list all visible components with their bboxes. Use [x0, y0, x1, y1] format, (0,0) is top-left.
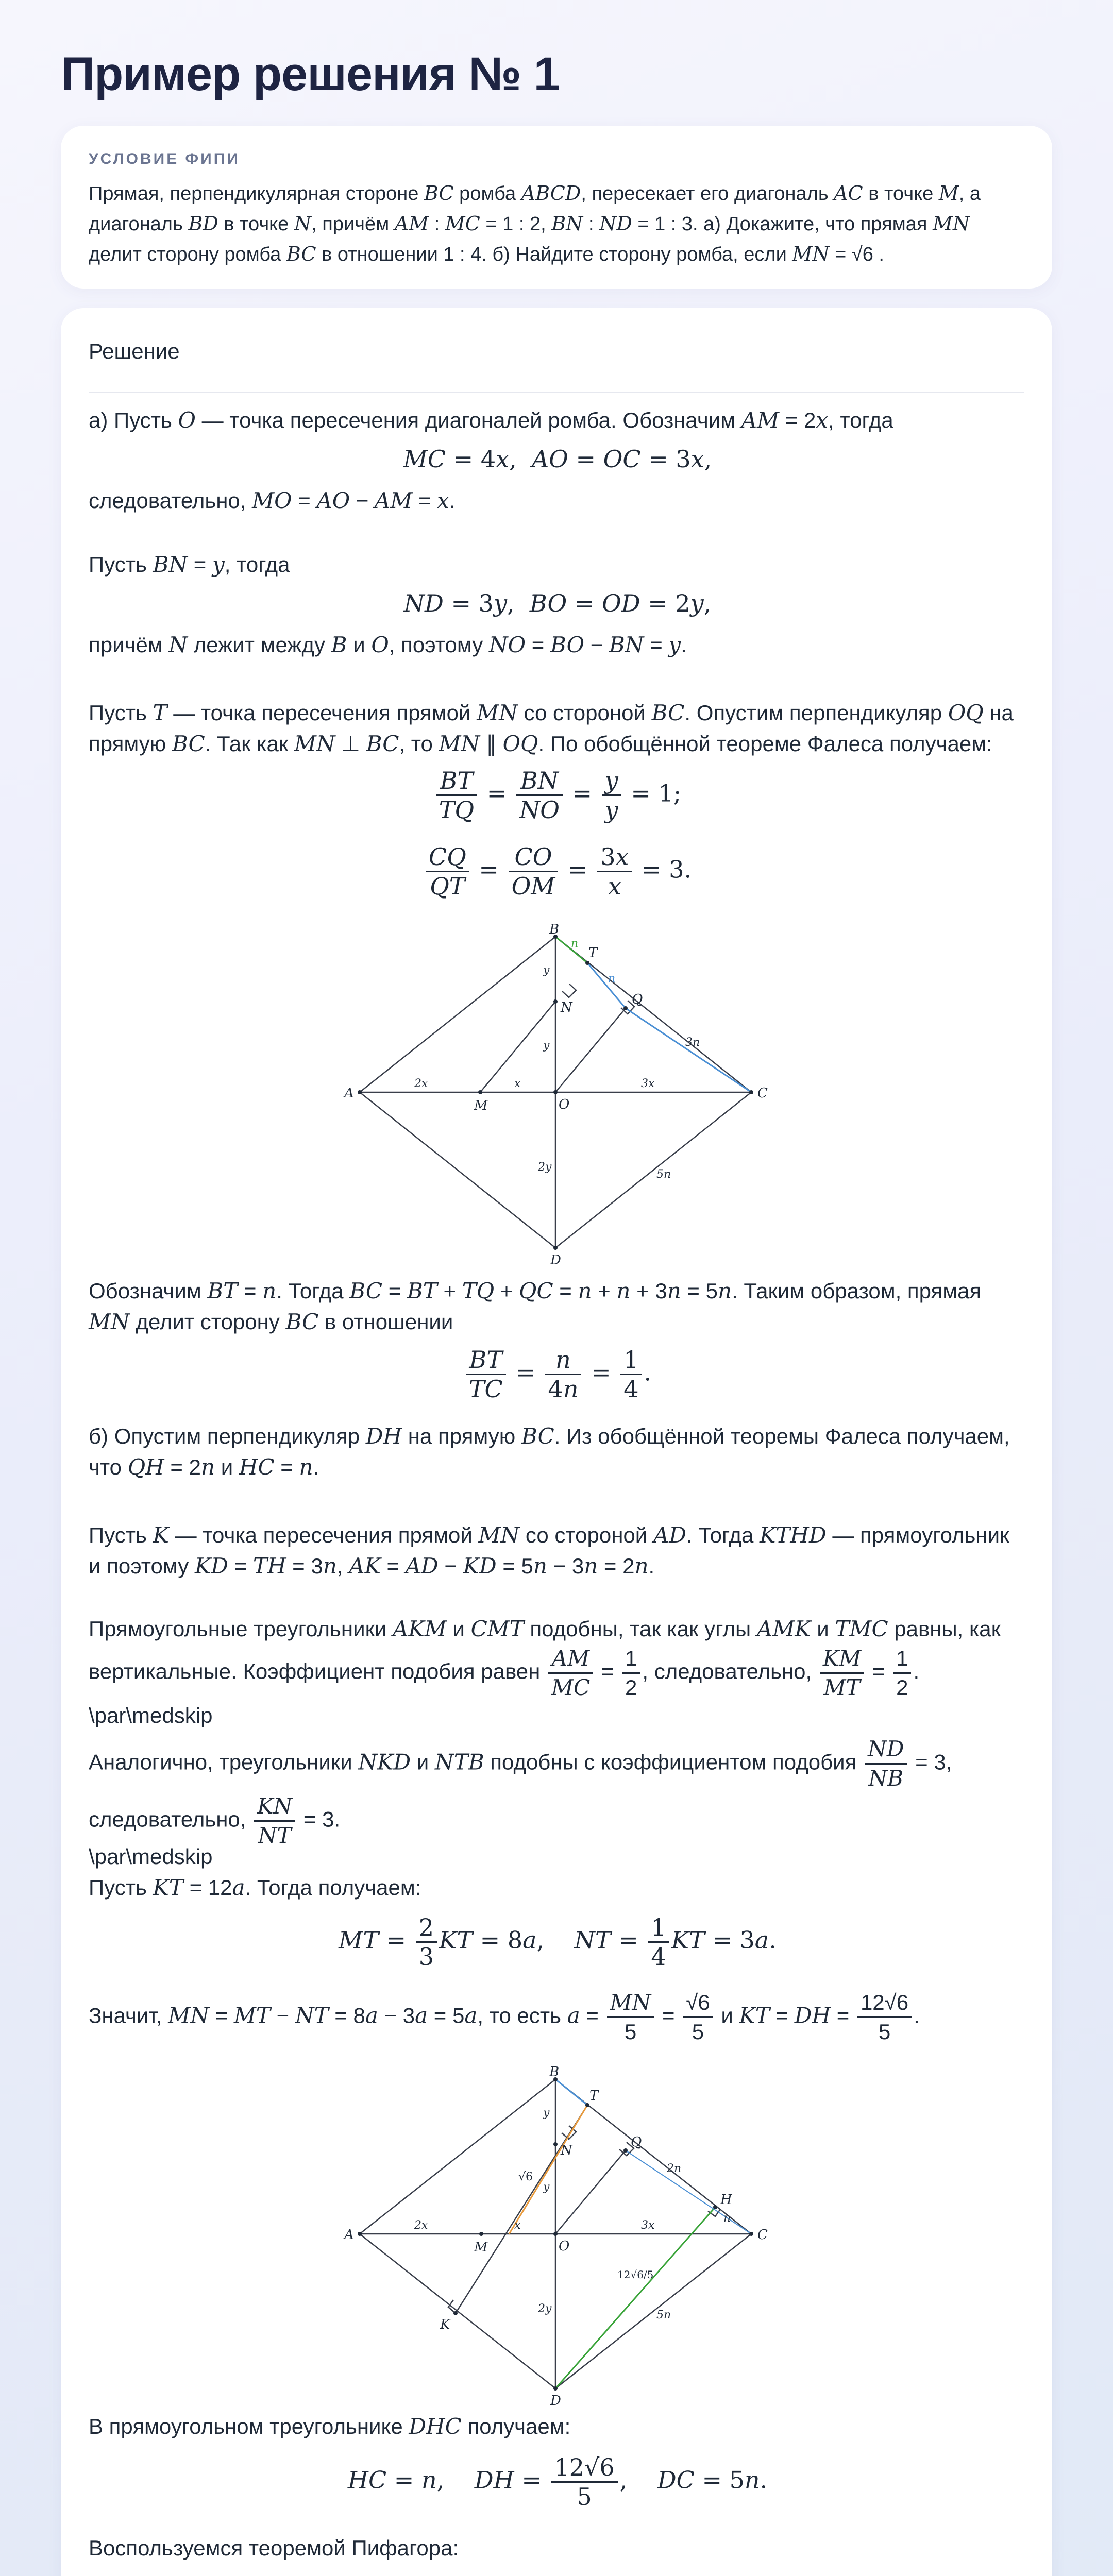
page-title: Пример решения № 1	[61, 48, 560, 100]
paragraph-a2: следовательно, MO = AO − AM = x.	[89, 488, 456, 513]
point-m	[478, 1090, 482, 1094]
point-c	[749, 1090, 753, 1094]
label-3x: 3x	[641, 1077, 655, 1090]
label2-o: O	[559, 2239, 570, 2254]
point-d	[553, 1246, 558, 1250]
label2-c: C	[757, 2227, 768, 2243]
label2-k: K	[440, 2317, 450, 2332]
label2-a: A	[344, 2227, 354, 2243]
paragraph-a3: Пусть BN = y, тогда	[89, 552, 290, 577]
formula-nd: ND = 3y, BO = OD = 2y,	[403, 589, 712, 617]
label-m: M	[474, 1098, 488, 1113]
paragraph-b2: Пусть K — точка пересечения прямой MN со стороной AD. Тогда KTHD — прямоугольник и поэтому KD = TH = 3n, AK = AD − KD = 5n − 3n = 2n.	[89, 1522, 1009, 1579]
label2-sqrt6: √6	[518, 2171, 533, 2183]
label2-2x: 2x	[414, 2219, 428, 2232]
label-2x: 2x	[414, 1077, 428, 1090]
solution-heading: Решение	[89, 339, 180, 363]
paragraph-a4: причём N лежит между B и O, поэтому NO = BO − BN = y.	[89, 632, 687, 657]
paragraph-b4: Аналогично, треугольники NKD и NTB подобны с коэффициентом подобия $\frac{ND}{NB}$ = 3, следовательно, $\frac{KN}{NT}$ = 3.	[89, 1736, 952, 1848]
condition-text: Прямая, перпендикулярная стороне BC ромба ABCD, пересекает его диагональ AC в точке M, а диагональ BD в точке N, причём AM : MC = 1 : 2, BN : ND = 1 : 3. а) Докажите, что прямая MN делит сторону ромба BC в отношении 1 : 4. б) Найдите сторону ромба, если MN = √6 .	[89, 182, 981, 265]
point-q	[623, 1006, 628, 1010]
label-d: D	[550, 1252, 561, 1268]
label2-3x: 3x	[641, 2219, 655, 2232]
label-3n: 3n	[685, 1036, 700, 1049]
point-q2	[623, 2148, 628, 2153]
rhombus-figure-2	[339, 2064, 772, 2409]
formula-mt: MT = $\frac{2}{3}$ KT = 8a, NT = $\frac{1}{4}$ KT = 3a.	[339, 1913, 777, 1971]
label2-q: Q	[631, 2134, 642, 2150]
label2-t: T	[589, 2088, 599, 2104]
paragraph-b5: Пусть KT = 12a. Тогда получаем:	[89, 1875, 421, 1900]
formula-hc: HC = n, DH = $\frac{12√6}{5}$ , DC = 5n.	[347, 2453, 768, 2511]
label2-h: H	[720, 2192, 732, 2208]
label2-d: D	[550, 2393, 561, 2409]
point-o2	[553, 2232, 558, 2236]
label2-m: M	[474, 2240, 488, 2255]
label2-y1: y	[543, 2107, 550, 2120]
point-d2	[553, 2386, 558, 2391]
label-a: A	[344, 1086, 354, 1101]
label-n2: n	[608, 972, 616, 985]
paragraph-b3: Прямоугольные треугольники AKM и CMT подобны, так как углы AMK и TMC равны, как вертикальные. Коэффициент подобия равен $\frac{AM}{MC}$ = $\frac{1}{2}$ , следовательно, $\frac{KM}{MT}$ = $\frac{1}{2}$ .	[89, 1616, 1001, 1700]
paragraph-b1: б) Опустим перпендикуляр DH на прямую BC. Из обобщённой теоремы Фалеса получаем, что QH = 2n и HC = n.	[89, 1423, 1010, 1480]
label2-b: B	[549, 2064, 560, 2080]
formula-ratio: $\frac{BT}{TC}$ = $\frac{n}{4n}$ = $\frac{1}{4}$ .	[89, 1346, 1026, 1403]
formula-mc: MC = 4x, AO = OC = 3x,	[403, 445, 712, 473]
label-b: B	[549, 922, 560, 937]
label-y2: y	[543, 1039, 550, 1052]
point-t	[585, 961, 589, 965]
paragraph-a5: Пусть T — точка пересечения прямой MN со стороной BC. Опустим перпендикуляр OQ на прямую BC. Так как MN ⊥ BC, то MN ∥ OQ. По обобщённой теореме Фалеса получаем:	[89, 700, 1014, 756]
label-t: T	[588, 945, 598, 961]
label-y1: y	[543, 964, 550, 977]
solution-card	[61, 308, 1052, 2576]
label-o: O	[559, 1097, 570, 1112]
label2-x: x	[514, 2219, 521, 2232]
point-t2	[585, 2103, 589, 2107]
paragraph-a6: Обозначим BT = n. Тогда BC = BT + TQ + QC = n + n + 3n = 5n. Таким образом, прямая MN делит сторону BC в отношении	[89, 1278, 982, 1334]
rhombus-figure-1	[339, 922, 772, 1268]
condition-card	[61, 126, 1052, 289]
condition-label: УСЛОВИЕ ФИПИ	[89, 150, 240, 167]
point-m2	[479, 2232, 483, 2236]
medskip-2: \par\medskip	[89, 1844, 213, 1869]
formula-thales1: $\frac{BT}{TQ}$ = $\frac{BN}{NO}$ = $\frac{y}{y}$ = 1;	[89, 767, 1026, 824]
point-h2	[713, 2205, 717, 2209]
point-a2	[358, 2232, 362, 2236]
label2-2n: 2n	[667, 2162, 682, 2175]
point-n2	[553, 2142, 558, 2146]
label-x: x	[514, 1077, 521, 1090]
paragraph-b7: В прямоугольном треугольнике DHC получаем:	[89, 2414, 571, 2439]
label-2y: 2y	[538, 1161, 552, 1174]
paragraph-a1: а) Пусть O — точка пересечения диагоналей ромба. Обозначим AM = 2x, тогда	[89, 408, 893, 433]
label-c: C	[757, 1086, 768, 1101]
label-q: Q	[632, 992, 643, 1007]
point-n	[553, 999, 558, 1004]
paragraph-b6: Значит, MN = MT − NT = 8a − 3a = 5a, то есть a = $\frac{MN}{5}$ = $\frac{√6}{5}$ и KT = DH = $\frac{12√6}{5}$ .	[89, 1990, 920, 2044]
point-o	[553, 1090, 558, 1094]
label2-y2: y	[543, 2181, 550, 2194]
medskip-1: \par\medskip	[89, 1703, 213, 1727]
label-n1: n	[571, 937, 579, 950]
label2-2y: 2y	[538, 2302, 552, 2315]
formula-thales2: $\frac{CQ}{QT}$ = $\frac{CO}{OM}$ = $\frac{3x}{x}$ = 3.	[89, 843, 1026, 900]
point-c2	[749, 2232, 753, 2236]
divider	[89, 392, 1024, 393]
label-n: N	[561, 1000, 572, 1015]
label-5n: 5n	[656, 1168, 671, 1181]
point-a	[358, 1090, 362, 1094]
label2-5n: 5n	[656, 2309, 671, 2321]
label2-n: N	[561, 2143, 572, 2158]
paragraph-b8: Воспользуемся теоремой Пифагора:	[89, 2536, 459, 2560]
label2-n1: n	[723, 2212, 731, 2225]
label2-dh: 12√6/5	[617, 2268, 654, 2281]
point-k2	[453, 2311, 458, 2315]
